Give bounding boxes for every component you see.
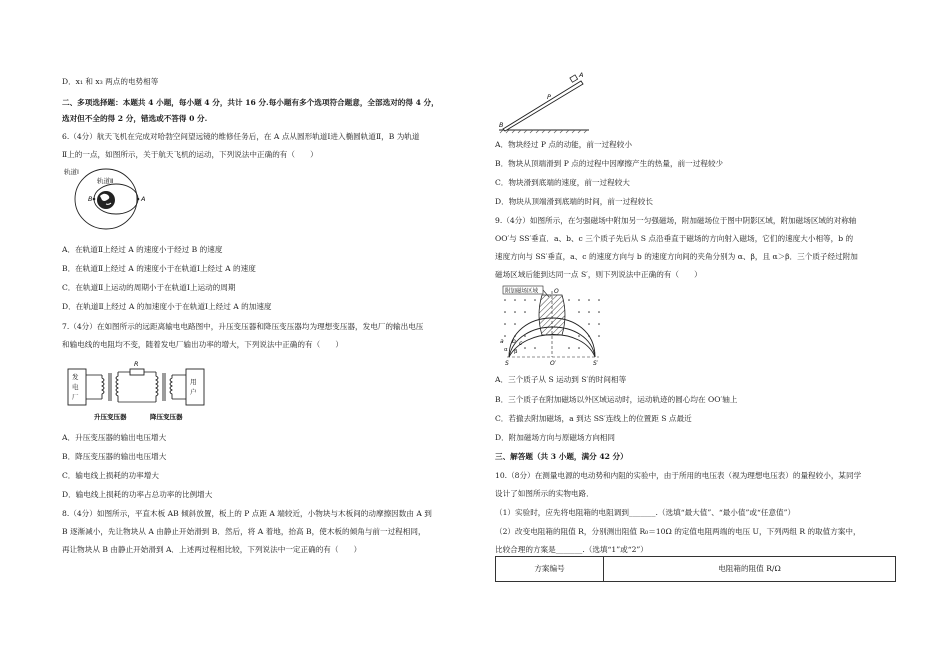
q10-stem-line2: 设计了如图所示的实物电路． [495, 489, 594, 498]
q9-stem-line2: OO′与 SS′垂直．a、b、c 三个质子先后从 S 点沿垂直于磁场的方向射入磁场，它们的速度大小相等，b 的 [495, 234, 854, 243]
q8-stem-line2: B 逐渐减小，先让物块从 A 由静止开始滑到 B．然后，将 A 着地，抬高 B，使木板的倾角与前一过程相同， [62, 527, 426, 536]
q5-option-d: D．x₁ 和 x₃ 两点的电势相等 [62, 77, 159, 86]
q9-label-beta: β [514, 349, 518, 355]
section2-heading-line2: 选对但不全的得 2 分，错选或不答得 0 分. [62, 114, 208, 123]
q8-incline-figure [499, 72, 589, 134]
q7-plant-char2: 电 [72, 383, 79, 391]
q8-stem-line3: 再让物块从 B 由静止开始滑到 A．上述两过程相比较，下列说法中一定正确的有（ ） [62, 545, 362, 554]
q10-stem-line1: 10.（8分）在测量电源的电动势和内阻的实验中，由于所用的电压表（视为理想电压表）的量程较小，某同学 [495, 471, 862, 480]
q9-label-a: a [500, 338, 504, 345]
q8-option-d: D．物块从顶端滑到底端的时间，前一过程较长 [495, 197, 653, 206]
q9-option-c: C．若撤去附加磁场，a 到达 SS′连线上的位置距 S 点最近 [495, 414, 692, 423]
q9-point-s: S [505, 360, 509, 367]
q10-sub2-line1: （2）改变电阻箱的阻值 R，分别测出阻值 R₀＝10Ω 的定值电阻两端的电压 U，下列两组 R 的取值方案中， [495, 527, 861, 536]
section3-heading: 三、解答题（共 3 小题，满分 42 分） [495, 452, 628, 461]
q9-stem-line1: 9.（4分）如图所示，在匀强磁场中附加另一匀强磁场，附加磁场位于图中阴影区域，附加磁场区域的对称轴 [495, 216, 857, 225]
q7-resistor-label: R [134, 360, 139, 368]
q9-field-figure [499, 285, 614, 367]
q6-option-b: B．在轨道Ⅱ上经过 A 的速度小于在轨道Ⅰ上经过 A 的速度 [62, 264, 256, 273]
q8-point-a: A [579, 71, 584, 79]
q9-stem-line4: 磁场区域后能到达同一点 S′，则下列说法中正确的有（ ） [495, 270, 702, 279]
q7-transmission-figure [66, 357, 211, 423]
q8-option-c: C．物块滑到底端的速度，前一过程较大 [495, 178, 630, 187]
q7-step-up-caption: 升压变压器 [94, 413, 127, 421]
q9-label-c: c [519, 340, 523, 347]
q6-option-c: C．在轨道Ⅱ上运动的周期小于在轨道Ⅰ上运动的周期 [62, 283, 236, 292]
q8-option-b: B．物块从顶端滑到 P 点的过程中因摩擦产生的热量，前一过程较少 [495, 159, 724, 168]
q8-point-p: P [547, 93, 551, 101]
q7-step-down-caption: 降压变压器 [150, 413, 183, 421]
q6-option-a: A．在轨道Ⅱ上经过 A 的速度小于经过 B 的速度 [62, 245, 223, 254]
section2-heading-line1: 二、多项选择题：本题共 4 小题，每小题 4 分，共计 16 分.每小题有多个选项符合题意，全部选对的得 4 分， [62, 98, 439, 107]
q6-stem-line2: Ⅱ上的一点，如图所示，关于航天飞机的运动，下列说法中正确的有（ ） [62, 150, 318, 159]
table-header-plan-no: 方案编号 [496, 557, 604, 581]
q9-option-d: D．附加磁场方向与原磁场方向相同 [495, 433, 615, 442]
q7-user-char1: 用 [190, 378, 197, 386]
q9-point-o: O [554, 288, 559, 295]
q7-plant-char1: 发 [72, 373, 79, 381]
q6-point-a: A [141, 195, 146, 203]
q7-option-b: B．降压变压器的输出电压增大 [62, 452, 167, 461]
q9-option-b: B．三个质子在附加磁场以外区域运动时，运动轨迹的圆心均在 OO′轴上 [495, 395, 738, 404]
q6-option-d: D．在轨道Ⅱ上经过 A 的加速度小于在轨道Ⅰ上经过 A 的加速度 [62, 302, 272, 311]
q10-sub2-line2: 比较合理的方案是_______.（选填“1”或“2”） [495, 545, 648, 554]
q9-region-label: 附加磁场区域 [505, 288, 539, 295]
q7-stem-line2: 和输电线的电阻均不变，随着发电厂输出功率的增大，下列说法中正确的有（ ） [62, 340, 343, 349]
q8-point-b: B [499, 121, 504, 129]
q7-plant-char3: 厂 [72, 393, 79, 401]
q9-option-a: A．三个质子从 S 运动到 S′的时间相等 [495, 375, 627, 384]
q10-sub1: （1）实验时，应先将电阻箱的电阻调到_______.（选填“最大值”、“最小值”或“任意值”） [495, 508, 796, 517]
q6-orbit-figure [62, 167, 162, 235]
q9-stem-line3: 速度方向与 SS′垂直，a、c 的速度方向与 b 的速度方向间的夹角分别为 α、β，且 α＞β．三个质子经过附加 [495, 252, 858, 261]
q7-stem-line1: 7.（4分）在如图所示的远距离输电电路图中，升压变压器和降压变压器均为理想变压器，发电厂的输出电压 [62, 322, 424, 331]
q8-stem-line1: 8.（4分）如图所示，平直木板 AB 倾斜放置，板上的 P 点距 A 端较近，小物块与木板间的动摩擦因数由 A 到 [62, 509, 432, 518]
q9-point-o-prime: O′ [550, 360, 557, 367]
q7-option-c: C．输电线上损耗的功率增大 [62, 471, 159, 480]
q7-option-d: D．输电线上损耗的功率占总功率的比例增大 [62, 490, 213, 499]
q8-option-a: A．物块经过 P 点的动能，前一过程较小 [495, 140, 632, 149]
q9-label-alpha: α [504, 347, 508, 353]
q6-orbit2-label: 轨道Ⅱ [97, 177, 114, 185]
q9-label-b: b [512, 338, 516, 345]
q9-point-s-prime: S′ [593, 360, 599, 367]
q10-plan-table [495, 556, 896, 582]
table-header-resistance: 电阻箱的阻值 R/Ω [718, 564, 781, 574]
q7-option-a: A．升压变压器的输出电压增大 [62, 433, 167, 442]
q7-user-char2: 户 [190, 388, 197, 396]
q6-orbit1-label: 轨道Ⅰ [64, 168, 79, 176]
q6-stem-line1: 6.（4分）航天飞机在完成对哈勃空间望远镜的维修任务后，在 A 点从圆形轨道Ⅰ进入椭圆轨道Ⅱ，B 为轨道 [62, 132, 420, 141]
q6-point-b: B [88, 195, 93, 203]
